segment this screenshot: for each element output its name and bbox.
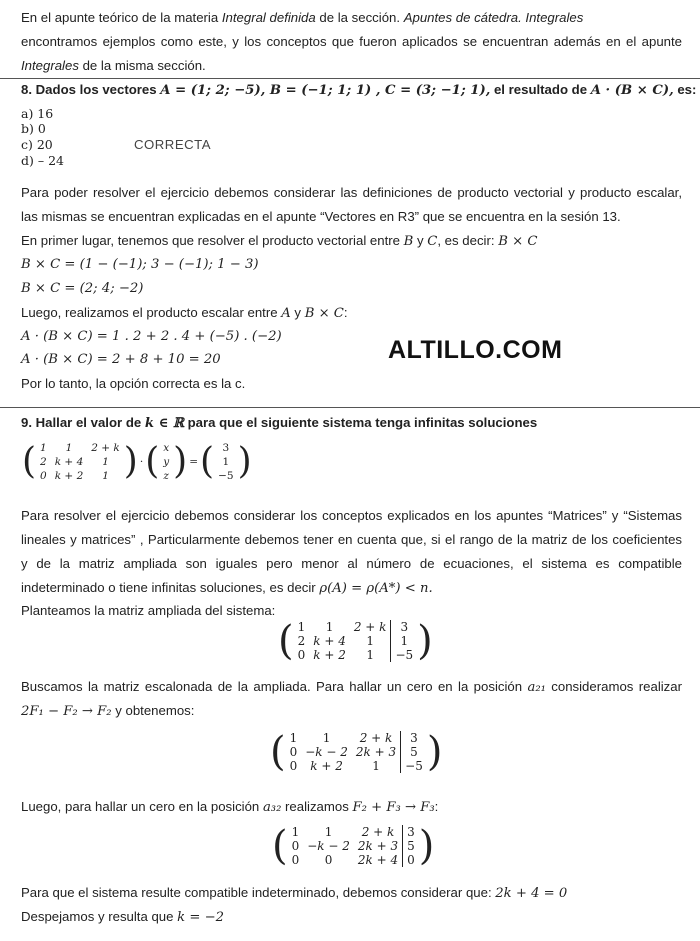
q9-math: a₃₂ xyxy=(262,800,282,815)
augmented-matrix-1 xyxy=(278,620,433,662)
intro-italic-integrales: Integrales xyxy=(21,58,79,73)
matrix-cell: 1 xyxy=(366,634,374,648)
q8-option-b: b) 0 xyxy=(21,121,46,136)
constant-vector xyxy=(214,441,237,483)
matrix-cell: 2 + k xyxy=(353,620,387,634)
q8-equation-3: A · (B × C) = 1 . 2 + 2 . 4 + (−5) . (−2) xyxy=(21,329,282,344)
q9-rank-condition: ρ(A) = ρ(A*) < n. xyxy=(319,581,433,596)
q8-paragraph-4 xyxy=(21,305,348,321)
section-divider xyxy=(0,407,700,408)
matrix-cell: 1 xyxy=(322,731,331,745)
paren-left: ( xyxy=(270,729,286,775)
q8-math: A xyxy=(281,306,291,321)
q8-title-text: es: xyxy=(673,82,697,97)
q8-math: B xyxy=(403,234,414,249)
matrix-cell: 2k + 3 xyxy=(355,745,397,759)
matrix-cell: 1 xyxy=(372,759,380,773)
q9-title xyxy=(21,415,537,431)
q8-text: Luego, realizamos el producto escalar entre xyxy=(21,305,282,320)
q8-math: B × C xyxy=(498,234,538,249)
equals-sign: = xyxy=(189,456,199,468)
vector-cell: 3 xyxy=(222,442,230,454)
paren-left: ( xyxy=(22,441,37,482)
matrix-cell: 1 xyxy=(297,620,306,634)
q9-system xyxy=(22,441,252,483)
q9-row-operation: 2F₁ − F₂ → F₂ xyxy=(21,704,112,719)
q8-equation-2: B × C = (2; 4; −2) xyxy=(21,281,144,296)
q9-paragraph-6 xyxy=(21,679,682,695)
matrix-cell: 2 xyxy=(297,634,306,648)
matrix-cell: 2 + k xyxy=(91,442,120,454)
matrix-cell: 0 xyxy=(324,853,333,867)
q9-math: a₂₁ xyxy=(527,680,546,695)
matrix-cell: 1 xyxy=(102,456,109,468)
matrix-cell: 1 xyxy=(40,442,47,454)
q8-text: y xyxy=(413,233,428,248)
matrix-cell: 5 xyxy=(403,839,419,853)
q9-row-operation: F₂ + F₃ → F₃ xyxy=(352,800,435,815)
paren-right: ) xyxy=(417,618,433,664)
q8-text: : xyxy=(343,305,348,320)
q9-paragraph-9 xyxy=(21,885,567,901)
q8-title-text: 8. Dados los vectores xyxy=(21,82,161,97)
matrix-cell: −5 xyxy=(391,648,417,662)
q8-math: C xyxy=(427,234,438,249)
matrix-cell: 2 xyxy=(40,456,47,468)
section-divider xyxy=(0,78,700,79)
q9-text: Despejamos y resulta que xyxy=(21,909,178,924)
paren-left: ( xyxy=(200,441,215,482)
matrix-cell: 2 + k xyxy=(359,731,393,745)
vector-cell: y xyxy=(163,456,170,468)
intro-line-1 xyxy=(21,10,583,25)
matrix-cell: k + 2 xyxy=(313,648,346,662)
q8-option-c: c) 20 xyxy=(21,137,53,152)
paren-right: ) xyxy=(418,823,435,869)
q9-title-text: para que el siguiente sistema tenga infinitas soluciones xyxy=(183,415,538,430)
q8-vectors: A = (1; 2; −5), B = (−1; 1; 1) , C = (3; −1; 1), xyxy=(160,83,491,98)
dot-operator: · xyxy=(139,456,144,468)
q9-title-math: k ∈ ℝ xyxy=(144,416,184,431)
matrix-cell: 2 + k xyxy=(361,825,395,839)
matrix-cell: 1 xyxy=(324,825,333,839)
q9-text: indeterminado o tiene infinitas soluciones, es decir xyxy=(21,580,320,595)
matrix-cell: k + 4 xyxy=(313,634,346,648)
paren-right: ) xyxy=(173,441,188,482)
matrix-cell: 1 xyxy=(102,470,109,482)
matrix-cell: 0 xyxy=(40,470,47,482)
matrix-cell: 1 xyxy=(366,648,374,662)
matrix-cell: 0 xyxy=(403,853,419,867)
vector-cell: 1 xyxy=(222,456,230,468)
q9-paragraph-4 xyxy=(21,580,433,596)
matrix-cell: 1 xyxy=(391,634,417,648)
q9-paragraph-3: y de la matriz ampliada son iguales pero menor al número de ecuaciones, el sistema es compatible xyxy=(21,556,682,571)
q8-text: , es decir: xyxy=(437,233,499,248)
matrix-cell: 0 xyxy=(291,853,300,867)
matrix-cell: 0 xyxy=(289,759,298,773)
q8-conclusion: Por lo tanto, la opción correcta es la c. xyxy=(21,376,246,391)
q8-paragraph-3 xyxy=(21,233,537,249)
matrix-cell: 5 xyxy=(401,745,427,759)
intro-italic-apuntes: Apuntes de cátedra. Integrales xyxy=(403,10,584,25)
q8-equation-4: A · (B × C) = 2 + 8 + 10 = 20 xyxy=(21,352,221,367)
altillo-logo: ALTILLO.COM xyxy=(388,336,563,364)
vector-cell: −5 xyxy=(218,470,234,482)
q9-paragraph-10 xyxy=(21,909,224,925)
vector-cell: z xyxy=(163,470,169,482)
paren-right: ) xyxy=(123,441,138,482)
intro-italic-integral-definida: Integral definida xyxy=(221,10,316,25)
paren-left: ( xyxy=(272,823,288,869)
augmented-matrix-2 xyxy=(270,731,442,773)
matrix-cell: 1 xyxy=(325,620,334,634)
intro-line-3 xyxy=(21,58,206,73)
q8-equation-1: B × C = (1 − (−1); 3 − (−1); 1 − 3) xyxy=(21,257,259,272)
matrix-cell: k + 2 xyxy=(54,470,84,482)
q8-option-a: a) 16 xyxy=(21,106,54,121)
intro-text: de la sección. xyxy=(315,10,404,25)
matrix-cell: 1 xyxy=(289,731,298,745)
q8-expression: A · (B × C), xyxy=(590,83,674,98)
matrix-cell: −k − 2 xyxy=(305,745,348,759)
matrix-cell: 1 xyxy=(291,825,300,839)
q8-title xyxy=(21,82,696,98)
q9-paragraph-8 xyxy=(21,799,438,815)
augmented-matrix-3 xyxy=(272,825,434,867)
matrix-cell: 0 xyxy=(297,648,306,662)
vector-cell: x xyxy=(163,442,170,454)
q9-result: k = −2 xyxy=(177,910,225,925)
intro-text: de la misma sección. xyxy=(78,58,206,73)
paren-right: ) xyxy=(426,729,443,775)
q9-text: : xyxy=(434,799,439,814)
q8-title-text: el resultado de xyxy=(490,82,591,97)
matrix-cell: 0 xyxy=(291,839,300,853)
q9-paragraph-2: lineales y matrices” , Particularmente debemos tener en cuenta que, si el rango de la matriz de los coeficientes xyxy=(21,532,682,547)
coefficient-matrix xyxy=(36,441,124,483)
paren-right: ) xyxy=(237,441,252,482)
q8-math: B × C xyxy=(304,306,344,321)
intro-line-2: encontramos ejemplos como este, y los conceptos que fueron aplicados se encuentran además en el apunte xyxy=(21,34,682,49)
q9-text: Para que el sistema resulte compatible indeterminado, debemos considerar que: xyxy=(21,885,496,900)
q8-paragraph-1: Para poder resolver el ejercicio debemos considerar las definiciones de producto vectorial y producto escalar, xyxy=(21,185,682,200)
matrix-cell: 1 xyxy=(65,442,73,454)
q9-text: realizamos xyxy=(281,799,353,814)
q9-text: consideramos realizar xyxy=(545,679,682,694)
matrix-cell: −5 xyxy=(401,759,427,773)
q9-title-text: 9. Hallar el valor de xyxy=(21,415,145,430)
matrix-cell: 3 xyxy=(403,825,419,839)
matrix-cell: 3 xyxy=(391,620,417,634)
q8-text: y xyxy=(290,305,305,320)
variable-vector xyxy=(159,441,173,483)
correct-label: CORRECTA xyxy=(134,137,212,152)
matrix-cell: 0 xyxy=(289,745,298,759)
q9-paragraph-5: Planteamos la matriz ampliada del sistema: xyxy=(21,603,276,618)
matrix-cell: 2k + 3 xyxy=(357,839,399,853)
matrix-cell: −k − 2 xyxy=(307,839,350,853)
matrix-cell: k + 4 xyxy=(54,456,84,468)
q9-text: Luego, para hallar un cero en la posición xyxy=(21,799,263,814)
q8-option-d: d) – 24 xyxy=(21,153,64,168)
intro-text: En el apunte teórico de la materia xyxy=(21,10,222,25)
q8-paragraph-2: las mismas se encuentran explicadas en el apunte “Vectores en R3” que se encuentra en la sesión 13. xyxy=(21,209,621,224)
q9-condition-equation: 2k + 4 = 0 xyxy=(495,886,568,901)
q9-paragraph-1: Para resolver el ejercicio debemos considerar los conceptos explicados en los apuntes “Matrices” y “Sistemas xyxy=(21,508,682,523)
q8-text: En primer lugar, tenemos que resolver el producto vectorial entre xyxy=(21,233,404,248)
paren-left: ( xyxy=(278,618,294,664)
matrix-cell: 3 xyxy=(401,731,427,745)
paren-left: ( xyxy=(145,441,160,482)
matrix-cell: k + 2 xyxy=(310,759,343,773)
q9-paragraph-7 xyxy=(21,703,194,719)
q9-text: Buscamos la matriz escalonada de la ampliada. Para hallar un cero en la posición xyxy=(21,679,528,694)
matrix-cell: 2k + 4 xyxy=(357,853,399,867)
q9-text: y obtenemos: xyxy=(111,703,195,718)
